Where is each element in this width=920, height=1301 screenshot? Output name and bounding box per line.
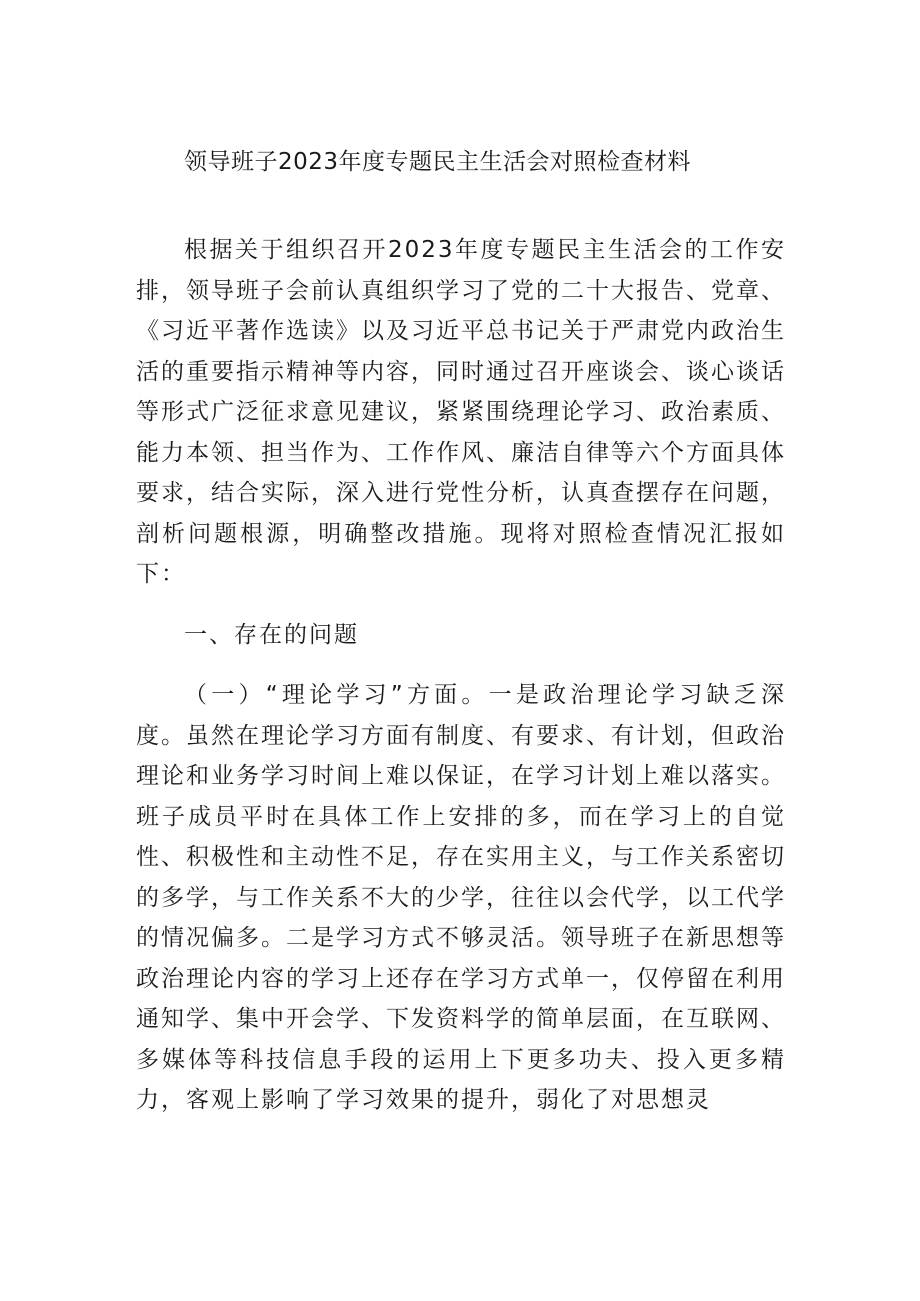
document-body: [136, 230, 786, 1121]
section-paragraph: （一）“理论学习”方面。一是政治理论学习缺乏深度。虽然在理论学习方面有制度、有要求、有计划，但政治理论和业务学习时间上难以保证，在学习计划上难以落实。班子成员平时在具体工作上安排的多，而在学习上的自觉性、积极性和主动性不足，存在实用主义，与工作关系密切的多学，与工作关系不大的少学，往往以会代学，以工代学的情况偏多。二是学习方式不够灵活。领导班子在新思想等政治理论内容的学习上还存在学习方式单一，仅停留在利用通知学、集中开会学、下发资料学的简单层面，在互联网、多媒体等科技信息手段的运用上下更多功夫、投入更多精力，客观上影响了学习效果的提升，弱化了对思想灵: [136, 682, 786, 1113]
intro-paragraph: 根据关于组织召开2023年度专题民主生活会的工作安排，领导班子会前认真组织学习了党的二十大报告、党章、《习近平著作选读》以及习近平总书记关于严肃党内政治生活的重要指示精神等内容，同时通过召开座谈会、谈心谈话等形式广泛征求意见建议，紧紧围绕理论学习、政治素质、能力本领、担当作为、工作作风、廉洁自律等六个方面具体要求，结合实际，深入进行党性分析，认真查摆存在问题，剖析问题根源，明确整改措施。现将对照检查情况汇报如下：: [136, 237, 786, 587]
section-heading: 一、存在的问题: [184, 621, 359, 648]
document-title: 领导班子2023年度专题民主生活会对照检查材料: [184, 149, 692, 175]
